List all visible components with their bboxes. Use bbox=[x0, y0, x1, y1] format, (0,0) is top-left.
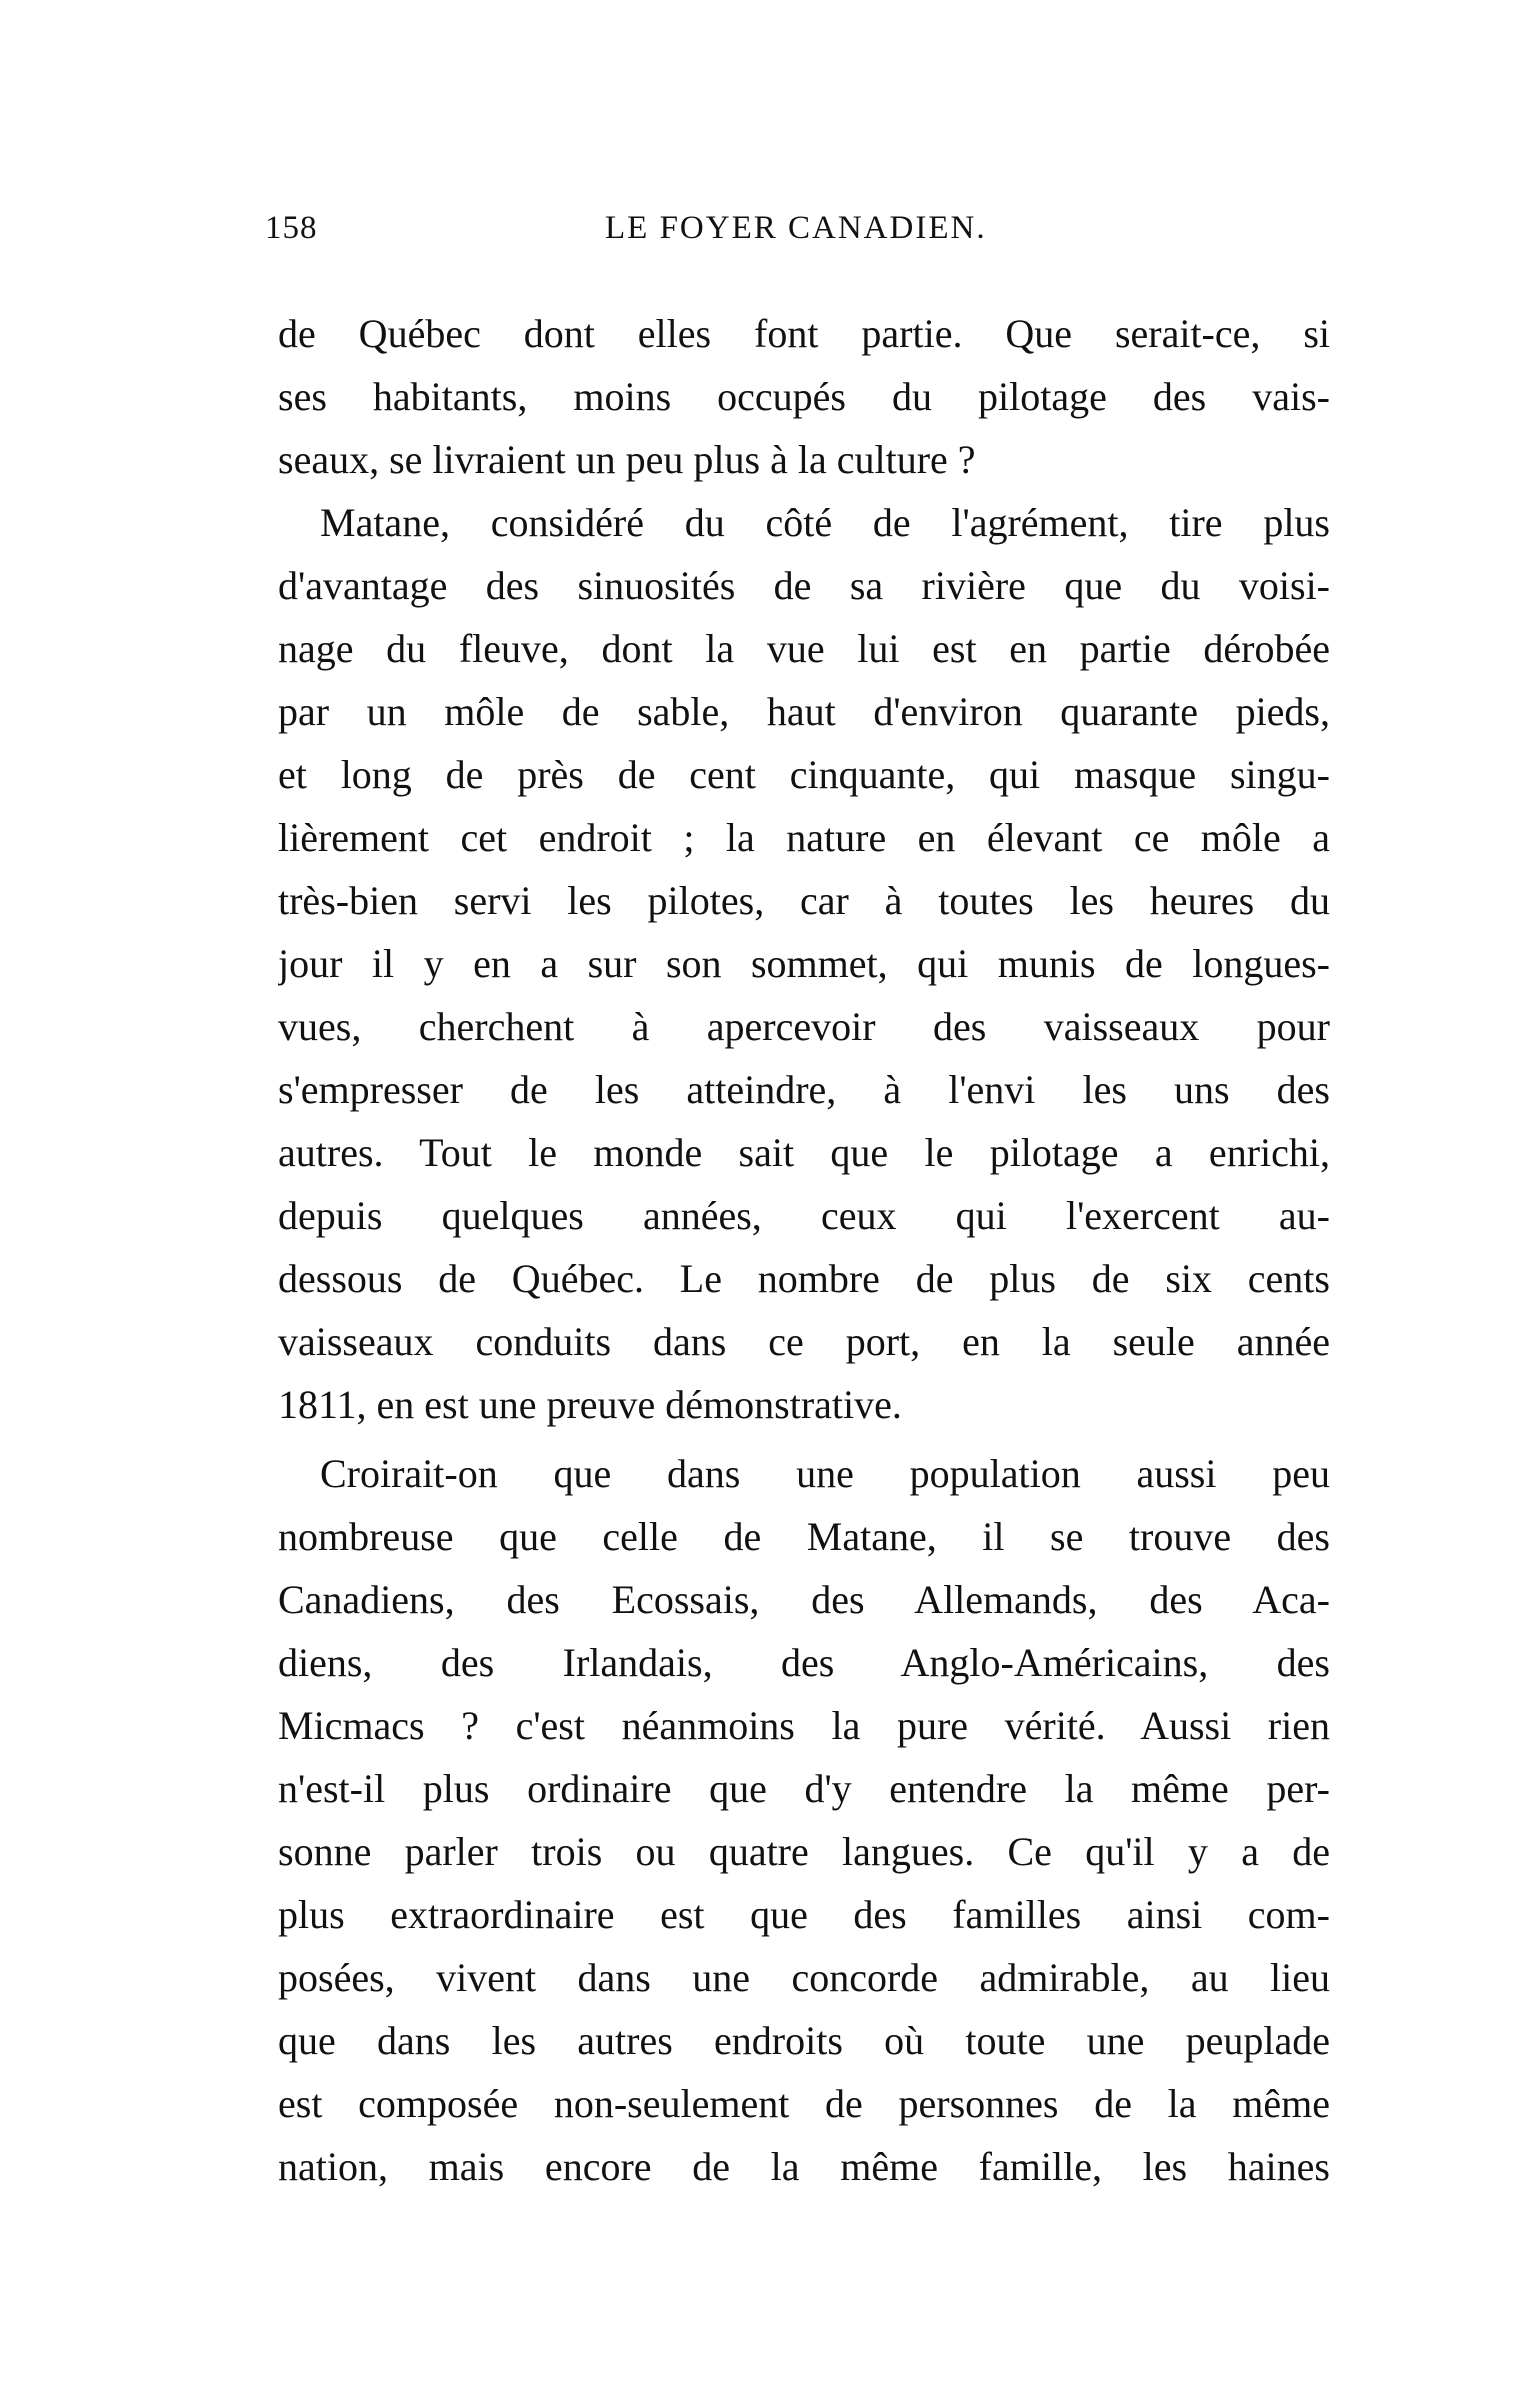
paragraph bbox=[278, 1442, 1330, 2198]
text-line: d'avantage des sinuosités de sa rivière que du voisi- bbox=[278, 563, 1330, 608]
text-line: 1811, en est une preuve démonstrative. bbox=[278, 1382, 902, 1427]
text-line: que dans les autres endroits où toute une peuplade bbox=[278, 2018, 1330, 2063]
text-line: Micmacs ? c'est néanmoins la pure vérité. Aussi rien bbox=[278, 1703, 1330, 1748]
text-line: Croirait-on que dans une population aussi peu bbox=[320, 1451, 1330, 1496]
text-line: depuis quelques années, ceux qui l'exercent au- bbox=[278, 1193, 1330, 1238]
page-number: 158 bbox=[265, 210, 318, 246]
text-line: diens, des Irlandais, des Anglo-Américains, des bbox=[278, 1640, 1330, 1685]
text-line: seaux, se livraient un peu plus à la culture ? bbox=[278, 437, 976, 482]
text-line: dessous de Québec. Le nombre de plus de six cents bbox=[278, 1256, 1330, 1301]
text-line: de Québec dont elles font partie. Que serait-ce, si bbox=[278, 311, 1330, 356]
text-line: jour il y en a sur son sommet, qui munis de longues- bbox=[278, 941, 1330, 986]
text-line: autres. Tout le monde sait que le pilotage a enrichi, bbox=[278, 1130, 1330, 1175]
text-line: plus extraordinaire est que des familles ainsi com- bbox=[278, 1892, 1330, 1937]
body-text bbox=[278, 302, 1330, 2198]
text-line: n'est-il plus ordinaire que d'y entendre la même per- bbox=[278, 1766, 1330, 1811]
paragraph bbox=[278, 302, 1330, 491]
text-line: vues, cherchent à apercevoir des vaisseaux pour bbox=[278, 1004, 1330, 1049]
text-line: nage du fleuve, dont la vue lui est en partie dérobée bbox=[278, 626, 1330, 671]
text-line: est composée non-seulement de personnes de la même bbox=[278, 2081, 1330, 2126]
text-line: lièrement cet endroit ; la nature en élevant ce môle a bbox=[278, 815, 1330, 860]
text-line: vaisseaux conduits dans ce port, en la seule année bbox=[278, 1319, 1330, 1364]
running-title: LE FOYER CANADIEN. bbox=[605, 210, 987, 246]
text-line: nation, mais encore de la même famille, les haines bbox=[278, 2144, 1330, 2189]
text-line: et long de près de cent cinquante, qui masque singu- bbox=[278, 752, 1330, 797]
text-line: posées, vivent dans une concorde admirable, au lieu bbox=[278, 1955, 1330, 2000]
text-line: sonne parler trois ou quatre langues. Ce qu'il y a de bbox=[278, 1829, 1330, 1874]
paragraph bbox=[278, 491, 1330, 1436]
text-line: Matane, considéré du côté de l'agrément, tire plus bbox=[320, 500, 1330, 545]
text-line: Canadiens, des Ecossais, des Allemands, des Aca- bbox=[278, 1577, 1330, 1622]
text-line: ses habitants, moins occupés du pilotage des vais- bbox=[278, 374, 1330, 419]
text-line: nombreuse que celle de Matane, il se trouve des bbox=[278, 1514, 1330, 1559]
page-header bbox=[265, 210, 1335, 260]
text-line: s'empresser de les atteindre, à l'envi les uns des bbox=[278, 1067, 1330, 1112]
text-line: très-bien servi les pilotes, car à toutes les heures du bbox=[278, 878, 1330, 923]
text-line: par un môle de sable, haut d'environ quarante pieds, bbox=[278, 689, 1330, 734]
